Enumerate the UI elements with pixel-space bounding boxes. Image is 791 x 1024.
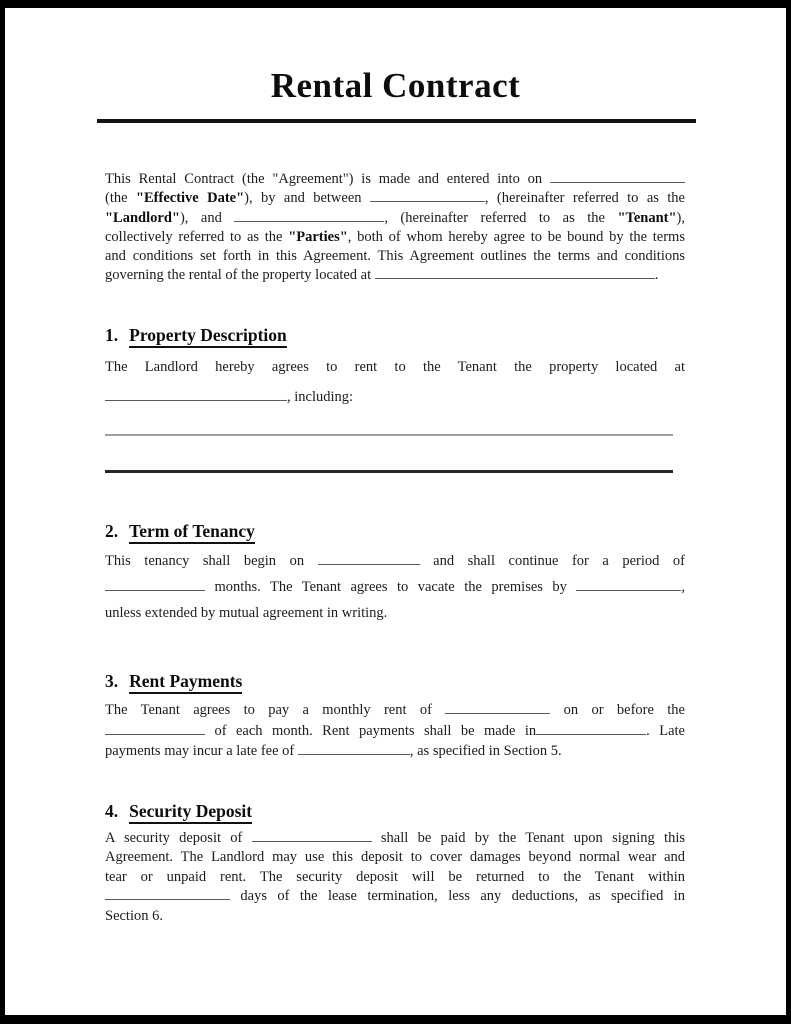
blank-field[interactable]	[105, 887, 230, 900]
text-line	[105, 352, 685, 382]
text-line	[105, 266, 685, 285]
blank-field[interactable]	[252, 829, 372, 842]
text-segment: A security deposit of	[105, 830, 252, 846]
text-line	[105, 189, 685, 208]
text-segment: The Tenant agrees to pay a monthly rent of	[105, 702, 446, 718]
section-title: Term of Tenancy	[129, 521, 255, 544]
text-segment: , (hereinafter referred to as the	[384, 209, 618, 226]
section-title: Property Description	[129, 325, 287, 348]
blank-field[interactable]	[536, 722, 646, 735]
text-segment: ,	[681, 579, 685, 595]
page-title: Rental Contract	[270, 66, 521, 105]
text-line	[105, 209, 685, 228]
title-rule	[97, 119, 696, 123]
section-1-heading	[105, 325, 287, 346]
text-segment: and shall continue for a period of	[419, 553, 685, 569]
section-3-body	[105, 700, 685, 762]
text-line	[105, 247, 685, 266]
text-line	[105, 848, 685, 867]
bold-text: "Landlord"	[105, 209, 180, 226]
text-segment: months. The Tenant agrees to vacate the premises by	[205, 579, 577, 595]
text-segment: The Landlord hereby agrees to rent to the Tenant the property located at	[105, 359, 685, 375]
blank-field[interactable]	[105, 388, 287, 401]
bold-text: "Effective Date"	[135, 190, 245, 207]
text-segment: .	[654, 267, 659, 284]
text-line	[105, 700, 685, 721]
text-segment: ), by and between	[244, 190, 370, 207]
text-segment: ),	[676, 209, 685, 226]
section-2-heading	[105, 521, 255, 542]
text-segment: shall be paid by the Tenant upon signing this	[371, 830, 685, 846]
text-line	[105, 907, 685, 926]
text-segment: governing the rental of the property located at	[105, 267, 375, 284]
text-line	[105, 829, 685, 848]
section-title: Rent Payments	[129, 671, 242, 694]
blank-field[interactable]	[105, 722, 205, 735]
blank-field[interactable]	[370, 189, 485, 202]
text-line	[105, 170, 685, 189]
bold-text: "Parties"	[288, 228, 348, 245]
text-segment: of each month. Rent payments shall be made in	[205, 722, 537, 739]
text-line	[105, 721, 685, 742]
blank-field[interactable]	[375, 267, 655, 280]
text-segment: , both of whom hereby agree to be bound by the terms	[347, 228, 685, 245]
blank-field[interactable]	[298, 742, 410, 755]
text-segment: Agreement. The Landlord may use this deposit to cover damages beyond normal wear and	[105, 849, 685, 866]
bold-text: "Tenant"	[617, 209, 677, 226]
blank-field[interactable]	[550, 170, 685, 183]
text-line	[105, 574, 685, 600]
text-line	[105, 382, 685, 412]
blank-field[interactable]	[576, 578, 681, 591]
blank-field[interactable]	[105, 578, 205, 591]
text-segment: , as specified in Section 5.	[409, 743, 562, 759]
writing-line-2[interactable]	[105, 470, 673, 473]
text-line	[105, 887, 685, 906]
text-segment: This tenancy shall begin on	[105, 553, 318, 569]
section-number: 4.	[105, 801, 119, 821]
blank-field[interactable]	[445, 701, 550, 714]
text-line	[105, 548, 685, 574]
section-number: 2.	[105, 521, 119, 541]
text-line	[105, 228, 685, 247]
text-segment: , (hereinafter referred to as the	[484, 190, 685, 207]
section-1-body	[105, 352, 685, 412]
section-number: 1.	[105, 325, 119, 345]
section-number: 3.	[105, 671, 119, 691]
text-segment: , including:	[287, 389, 354, 405]
section-4-heading	[105, 801, 252, 822]
intro-paragraph	[105, 170, 685, 286]
text-line	[105, 741, 685, 762]
section-title: Security Deposit	[129, 801, 252, 824]
text-line	[105, 600, 685, 626]
text-segment: on or before the	[550, 702, 685, 718]
text-segment: (the	[105, 190, 136, 207]
text-segment: unless extended by mutual agreement in writing.	[105, 605, 388, 621]
text-segment: and conditions set forth in this Agreement. This Agreement outlines the terms and conditions	[105, 248, 685, 265]
text-segment: Section 6.	[105, 907, 163, 924]
blank-field[interactable]	[234, 209, 384, 222]
text-segment: ), and	[179, 209, 235, 226]
text-segment: days of the lease termination, less any deductions, as specified in	[230, 888, 685, 905]
text-segment: tear or unpaid rent. The security deposit will be returned to the Tenant within	[105, 868, 685, 885]
text-segment: This Rental Contract (the "Agreement") is made and entered into on	[105, 171, 550, 187]
section-4-body	[105, 829, 685, 926]
text-segment: . Late	[646, 722, 685, 739]
section-3-heading	[105, 671, 242, 692]
text-segment: collectively referred to as the	[105, 228, 289, 245]
writing-line-1[interactable]	[105, 434, 673, 436]
text-segment: payments may incur a late fee of	[105, 743, 298, 759]
blank-field[interactable]	[318, 552, 420, 565]
text-line	[105, 868, 685, 887]
section-2-body	[105, 548, 685, 626]
